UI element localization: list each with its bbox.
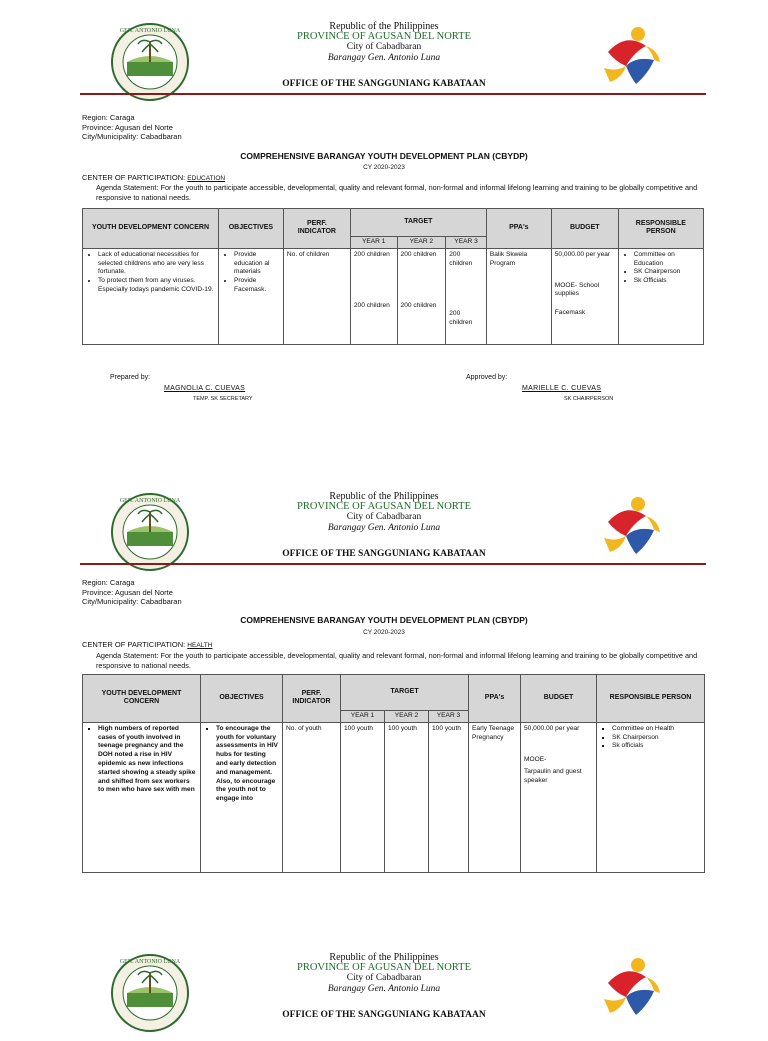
doc-title: COMPREHENSIVE BARANGAY YOUTH DEVELOPMENT PLAN (CBYDP) (240, 151, 528, 161)
year2-cell: 200 children 200 children (397, 248, 446, 344)
list-item: ▪ SK Chairperson (612, 734, 701, 743)
th-concern: YOUTH DEVELOPMENT CONCERN (83, 675, 201, 723)
prepared-name: MAGNOLIA C. CUEVAS (164, 385, 246, 392)
plan-table (82, 208, 704, 345)
ppa-cell: Early Teenage Pregnancy (469, 722, 521, 872)
concern-cell (83, 248, 219, 344)
th-responsible: RESPONSIBLE PERSON (618, 209, 703, 249)
city-label: City/Municipality: Cabadbaran (82, 597, 182, 606)
th-objectives: OBJECTIVES (201, 675, 283, 723)
prepared-role: TEMP. SK SECRETARY (193, 396, 253, 402)
th-budget: BUDGET (521, 675, 597, 723)
th-year1: YEAR 1 (350, 237, 397, 249)
budget-cell: 50,000.00 per year MOOE- School supplies Facemask (551, 248, 618, 344)
list-item: • Provide Facemask. (234, 277, 280, 295)
center-of-participation (82, 173, 225, 182)
doc-cy: CY 2020-2023 (363, 629, 405, 636)
letterhead (0, 14, 768, 110)
year3-cell: 200 children 200 children (446, 248, 487, 344)
sk-logo-icon (596, 22, 668, 94)
ppa-cell: Balik Skwela Program (486, 248, 551, 344)
province-line: PROVINCE OF AGUSAN DEL NORTE (297, 501, 471, 512)
th-target: TARGET (341, 675, 469, 711)
prepared-label: Prepared by: (110, 374, 151, 381)
barangay-line: Barangay Gen. Antonio Luna (327, 53, 441, 63)
location-block (82, 578, 182, 607)
doc-title: COMPREHENSIVE BARANGAY YOUTH DEVELOPMENT PLAN (CBYDP) (240, 615, 528, 625)
responsible-cell (618, 248, 703, 344)
th-year3: YEAR 3 (429, 711, 469, 723)
list-item: • To protect them from any viruses. Especially todays pandemic COVID-19. (98, 277, 215, 295)
th-year3: YEAR 3 (446, 237, 487, 249)
approved-role: SK CHAIRPERSON (564, 396, 614, 402)
year3-cell: 100 youth (429, 722, 469, 872)
th-objectives: OBJECTIVES (218, 209, 283, 249)
th-year1: YEAR 1 (341, 711, 385, 723)
seal-text: GEN. ANTONIO LUNA (119, 959, 181, 965)
province-line: PROVINCE OF AGUSAN DEL NORTE (297, 31, 471, 42)
seal-text: GEN. ANTONIO LUNA (119, 28, 181, 34)
objectives-cell (201, 722, 283, 872)
table-row (83, 722, 705, 872)
republic-line: Republic of the Philippines (329, 952, 439, 963)
table-row (83, 248, 704, 344)
approved-label: Approved by: (466, 374, 508, 381)
city-line: City of Cabadbaran (346, 512, 422, 522)
indicator-cell: No. of children (283, 248, 350, 344)
list-item: • Provide education al materials (234, 251, 280, 277)
list-item: • Sk Officials (634, 277, 700, 286)
agenda-statement: Agenda Statement: For the youth to participate accessible, developmental, quality and relevant formal, non-formal and informal lifelong learning and training to be globally competitive and responsive to national needs. (96, 651, 698, 670)
th-year2: YEAR 2 (385, 711, 429, 723)
agenda-statement: Agenda Statement: For the youth to participate accessible, developmental, quality and relevant formal, non-formal and informal lifelong learning and training to be globally competitive and responsive to national needs. (96, 183, 698, 202)
location-block (82, 113, 182, 142)
barangay-line: Barangay Gen. Antonio Luna (327, 984, 441, 994)
th-ppas: PPA's (469, 675, 521, 723)
objectives-cell (218, 248, 283, 344)
region-label: Region: Caraga (82, 113, 135, 122)
th-year2: YEAR 2 (397, 237, 446, 249)
center-of-participation (82, 640, 212, 649)
budget-cell: 50,000.00 per year MOOE- Tarpaulin and guest speaker (521, 722, 597, 872)
th-budget: BUDGET (551, 209, 618, 249)
list-item: • SK Chairperson (634, 268, 700, 277)
city-line: City of Cabadbaran (346, 42, 422, 52)
province-line: PROVINCE OF AGUSAN DEL NORTE (297, 962, 471, 973)
year1-cell: 200 children 200 children (350, 248, 397, 344)
year2-cell: 100 youth (385, 722, 429, 872)
list-item: ▪ High numbers of reported cases of youth involved in teenage pregnancy and the DOH noted a rise in HIV epidemic as new infections started showing a steady spike and shifted from sex workers to men who have sex with men (98, 725, 197, 795)
th-responsible: RESPONSIBLE PERSON (597, 675, 705, 723)
republic-line: Republic of the Philippines (329, 21, 439, 32)
concern-cell (83, 722, 201, 872)
office-line: OFFICE OF THE SANGGUNIANG KABATAAN (282, 1010, 486, 1020)
office-line: OFFICE OF THE SANGGUNIANG KABATAAN (282, 549, 486, 559)
center-prefix: CENTER OF PARTICIPATION: (82, 640, 188, 649)
th-ppas: PPA's (486, 209, 551, 249)
office-line: OFFICE OF THE SANGGUNIANG KABATAAN (282, 79, 486, 89)
responsible-cell (597, 722, 705, 872)
barangay-line: Barangay Gen. Antonio Luna (327, 523, 441, 533)
year1-cell: 100 youth (341, 722, 385, 872)
center-value: HEALTH (187, 642, 213, 649)
center-value: EDUCATION (187, 175, 226, 182)
indicator-cell: No. of youth (283, 722, 341, 872)
th-indicator: PERF. INDICATOR (283, 209, 350, 249)
list-item: ▪ Sk officials (612, 742, 701, 751)
approved-name: MARIELLE C. CUEVAS (522, 385, 602, 392)
list-item: ▪ Committee on Health (612, 725, 701, 734)
plan-table (82, 674, 705, 873)
th-target: TARGET (350, 209, 486, 237)
letterhead (0, 484, 768, 580)
province-label: Province: Agusan del Norte (82, 587, 173, 597)
city-line: City of Cabadbaran (346, 973, 422, 983)
province-label: Province: Agusan del Norte (82, 122, 173, 132)
list-item: • Committee on Education (634, 251, 700, 269)
doc-cy: CY 2020-2023 (363, 164, 405, 171)
th-concern: YOUTH DEVELOPMENT CONCERN (83, 209, 219, 249)
th-indicator: PERF. INDICATOR (283, 675, 341, 723)
letterhead-rule (80, 93, 706, 95)
letterhead-rule (80, 563, 706, 565)
letterhead (0, 945, 768, 1041)
region-label: Region: Caraga (82, 578, 135, 587)
city-label: City/Municipality: Cabadbaran (82, 132, 182, 141)
sk-logo-icon (596, 953, 668, 1025)
list-item: • Lack of educational necessities for selected childrens who are very less fortunate. (98, 251, 215, 277)
seal-text: GEN. ANTONIO LUNA (119, 498, 181, 504)
center-prefix: CENTER OF PARTICIPATION: (82, 173, 188, 182)
republic-line: Republic of the Philippines (329, 491, 439, 502)
list-item: ▪ To encourage the youth for voluntary assessments in HIV hubs for testing and early detection and management. Also, to encourage the youth not to engage into (216, 725, 279, 804)
sk-logo-icon (596, 492, 668, 564)
